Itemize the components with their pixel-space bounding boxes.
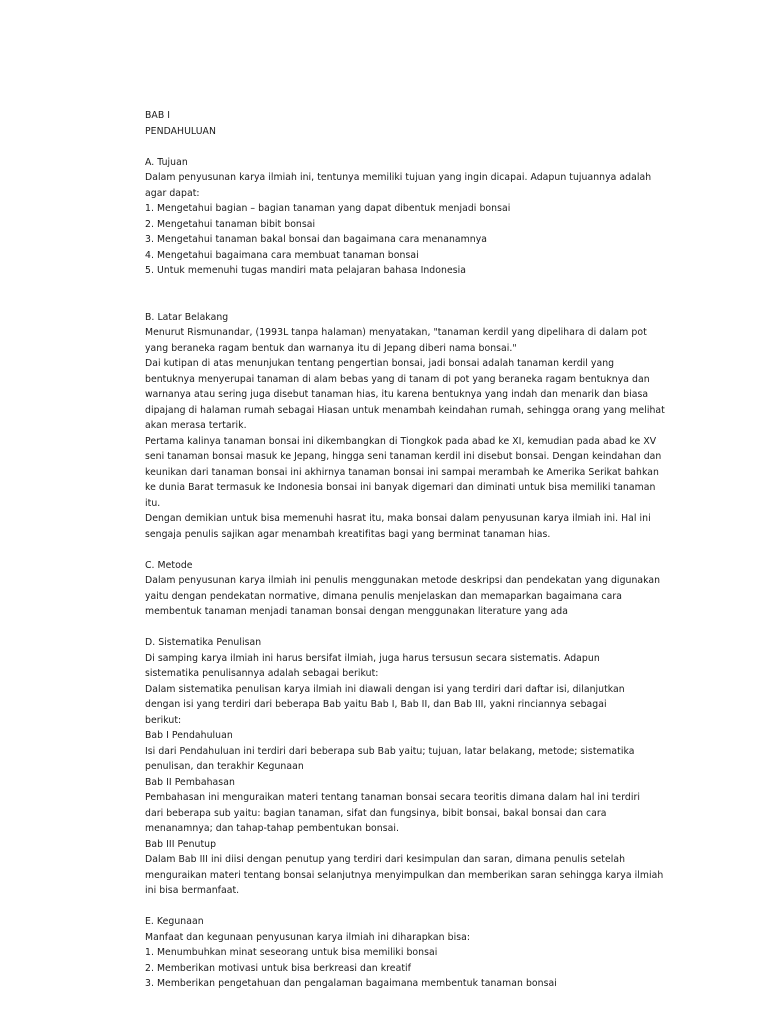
spacer bbox=[145, 279, 665, 310]
paragraph-line: berikut: bbox=[145, 714, 182, 726]
chapter-number: BAB I bbox=[145, 110, 171, 121]
paragraph-line: keunikan dari tanaman bonsai ini akhirnya tanaman bonsai ini sampai merambah ke Amerika Serikat bahkan bbox=[145, 466, 659, 478]
paragraph-line: Dalam Bab III ini diisi dengan penutup yang terdiri dari kesimpulan dan saran, dimana penulis setelah bbox=[145, 854, 626, 865]
list-item: 2. Memberikan motivasi untuk bisa berkreasi dan kreatif bbox=[145, 962, 411, 974]
document-page bbox=[145, 108, 665, 992]
paragraph-line: dari beberapa sub yaitu: bagian tanaman, sifat dan fungsinya, bibit bonsai, bakal bonsai dan cara bbox=[145, 807, 607, 819]
paragraph-line: penulisan, dan terakhir Kegunaan bbox=[145, 761, 304, 772]
subheading-bab-1: Bab I Pendahuluan bbox=[145, 730, 233, 741]
paragraph-line: membentuk tanaman menjadi tanaman bonsai dengan menggunakan literature yang ada bbox=[145, 606, 568, 617]
paragraph-line: ini bisa bermanfaat. bbox=[145, 885, 240, 896]
section-kegunaan bbox=[145, 914, 665, 992]
paragraph-line: Dai kutipan di atas menunjukan tentang pengertian bonsai, jadi bonsai adalah tanaman kerdil yang bbox=[145, 358, 615, 369]
paragraph-line: agar dapat: bbox=[145, 187, 200, 199]
list-item: 3. Memberikan pengetahuan dan pengalaman bagaimana membentuk tanaman bonsai bbox=[145, 978, 557, 989]
paragraph-line: dengan isi yang terdiri dari beberapa Bab yaitu Bab I, Bab II, dan Bab III, yakni rinciannya sebagai bbox=[145, 699, 607, 710]
spacer bbox=[145, 139, 665, 155]
paragraph-line: bentuknya menyerupai tanaman di alam bebas yang di tanam di pot yang beraneka ragam bentuknya dan bbox=[145, 373, 650, 385]
paragraph-line: Dalam penyusunan karya ilmiah ini penulis menggunakan metode deskripsi dan pendekatan yang digunakan bbox=[145, 575, 661, 586]
paragraph-line: yang beraneka ragam bentuk dan warnanya itu di Jepang diberi nama bonsai." bbox=[145, 342, 517, 354]
list-item: 1. Mengetahui bagian – bagian tanaman yang dapat dibentuk menjadi bonsai bbox=[145, 203, 511, 214]
section-metode bbox=[145, 558, 665, 620]
section-heading: B. Latar Belakang bbox=[145, 311, 229, 323]
spacer bbox=[145, 620, 665, 636]
subheading-bab-2: Bab II Pembahasan bbox=[145, 776, 235, 788]
list-item: 5. Untuk memenuhi tugas mandiri mata pelajaran bahasa Indonesia bbox=[145, 265, 466, 276]
list-item: 2. Mengetahui tanaman bibit bonsai bbox=[145, 218, 316, 230]
paragraph-line: Pembahasan ini menguraikan materi tentang tanaman bonsai secara teoritis dimana dalam hal ini terdiri bbox=[145, 792, 640, 803]
section-heading: C. Metode bbox=[145, 559, 193, 571]
chapter-title: PENDAHULUAN bbox=[145, 125, 216, 137]
section-latar-belakang bbox=[145, 310, 665, 543]
paragraph-line: dipajang di halaman rumah sebagai Hiasan untuk menambah keindahan rumah, sehingga orang yang melihat bbox=[145, 404, 665, 416]
list-item: 1. Menumbuhkan minat seseorang untuk bisa memiliki bonsai bbox=[145, 947, 438, 958]
section-heading: E. Kegunaan bbox=[145, 916, 204, 927]
paragraph-line: itu. bbox=[145, 497, 161, 509]
spacer bbox=[145, 542, 665, 558]
paragraph-line: Dalam sistematika penulisan karya ilmiah ini diawali dengan isi yang terdiri dari daftar isi, dilanjutkan bbox=[145, 683, 625, 695]
paragraph-line: sistematika penulisannya adalah sebagai berikut: bbox=[145, 668, 379, 679]
paragraph-line: Dengan demikian untuk bisa memenuhi hasrat itu, maka bonsai dalam penyusunan karya ilmiah ini. Hal ini bbox=[145, 513, 651, 524]
paragraph-line: seni tanaman bonsai masuk ke Jepang, hingga seni tanaman kerdil ini disebut bonsai. Dengan keindahan dan bbox=[145, 451, 662, 462]
paragraph-line: Isi dari Pendahuluan ini terdiri dari beberapa sub Bab yaitu; tujuan, latar belakang, metode; sistematika bbox=[145, 745, 635, 757]
spacer bbox=[145, 899, 665, 915]
paragraph-line: Manfaat dan kegunaan penyusunan karya ilmiah ini diharapkan bisa: bbox=[145, 931, 471, 943]
paragraph-line: warnanya atau sering juga disebut tanaman hias, itu karena bentuknya yang indah dan menarik dan biasa bbox=[145, 389, 649, 400]
paragraph-line: menanamnya; dan tahap-tahap pembentukan bonsai. bbox=[145, 823, 400, 834]
paragraph-line: menguraikan materi tentang bonsai selanjutnya menyimpulkan dan memberikan saran sehingga karya ilmiah bbox=[145, 869, 664, 881]
section-sistematika-penulisan bbox=[145, 635, 665, 899]
paragraph-line: Pertama kalinya tanaman bonsai ini dikembangkan di Tiongkok pada abad ke XI, kemudian pada abad ke XV bbox=[145, 435, 657, 447]
paragraph-line: sengaja penulis sajikan agar menambah kreatifitas bagi yang berminat tanaman hias. bbox=[145, 528, 551, 540]
list-item: 3. Mengetahui tanaman bakal bonsai dan bagaimana cara menanamnya bbox=[145, 234, 487, 245]
subheading-bab-3: Bab III Penutup bbox=[145, 838, 217, 850]
paragraph-line: Di samping karya ilmiah ini harus bersifat ilmiah, juga harus tersusun secara sistematis. Adapun bbox=[145, 652, 600, 664]
paragraph-line: Dalam penyusunan karya ilmiah ini, tentunya memiliki tujuan yang ingin dicapai. Adapun tujuannya adalah bbox=[145, 172, 652, 183]
paragraph-line: ke dunia Barat termasuk ke Indonesia bonsai ini banyak digemari dan diminati untuk bisa memiliki tanaman bbox=[145, 482, 656, 493]
section-heading: A. Tujuan bbox=[145, 156, 188, 168]
paragraph-line: yaitu dengan pendekatan normative, dimana penulis menjelaskan dan memaparkan bagaimana cara bbox=[145, 590, 622, 602]
section-heading: D. Sistematika Penulisan bbox=[145, 637, 262, 648]
paragraph-line: Menurut Rismunandar, (1993L tanpa halaman) menyatakan, "tanaman kerdil yang dipelihara di dalam pot bbox=[145, 327, 647, 338]
list-item: 4. Mengetahui bagaimana cara membuat tanaman bonsai bbox=[145, 249, 419, 261]
section-tujuan bbox=[145, 155, 665, 279]
paragraph-line: akan merasa tertarik. bbox=[145, 420, 247, 431]
